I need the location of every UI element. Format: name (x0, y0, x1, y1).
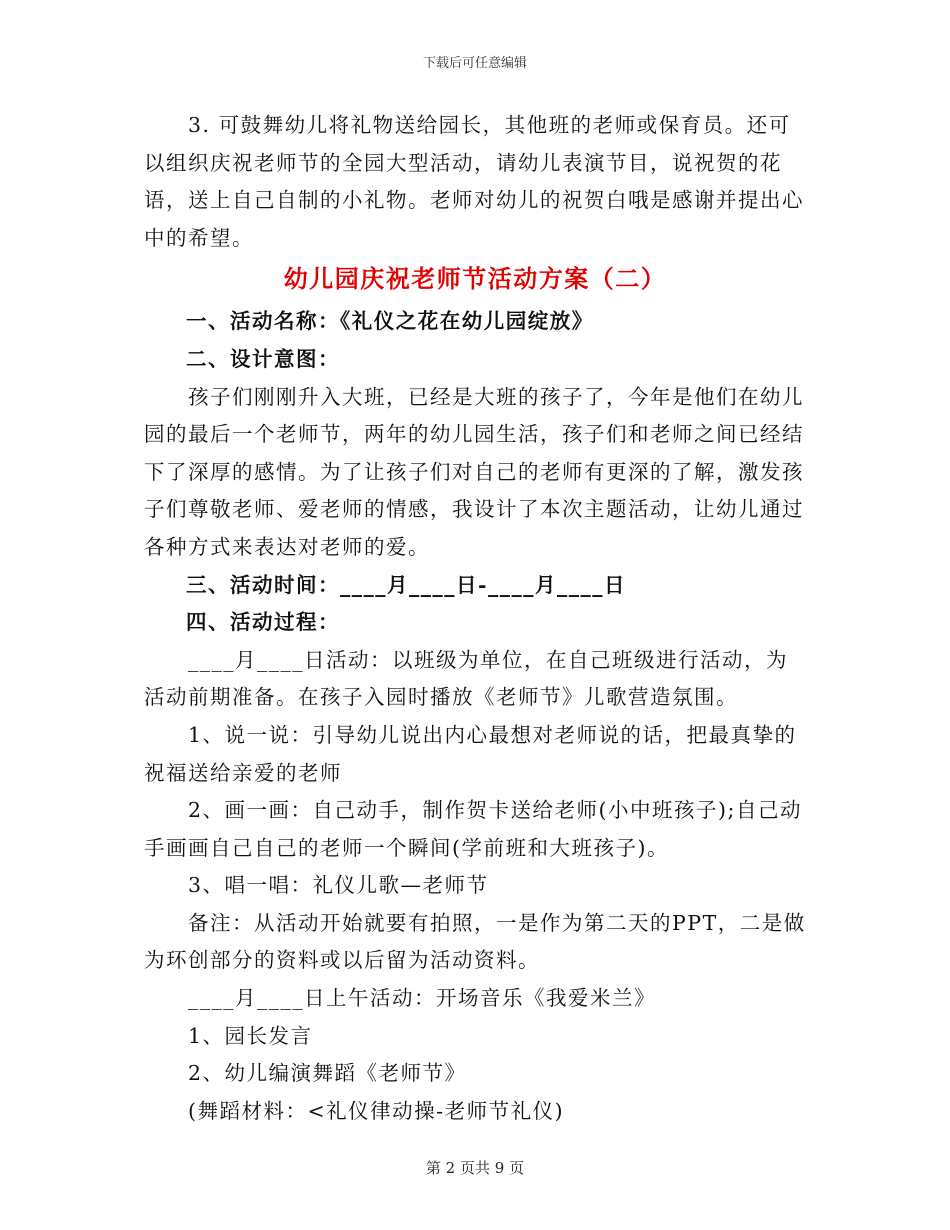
paragraph-step3: 3、唱一唱：礼仪儿歌—老师节 (188, 873, 489, 898)
paragraph-day2: ____月____日上午活动：开场音乐《我爱米兰》 (188, 986, 656, 1011)
paragraph-material: (舞蹈材料：<礼仪律动操-老师节礼仪) (188, 1098, 565, 1123)
paragraph-step1: 1、说一说：引导幼儿说出内心最想对老师说的话，把最真挚的祝福送给亲爱的老师 (144, 722, 797, 785)
document-body (144, 107, 806, 1130)
paragraph-intro: 3. 可鼓舞幼儿将礼物送给园长，其他班的老师或保育员。还可以组织庆祝老师节的全园大型活动，请幼儿表演节目，说祝贺的花语，送上自己自制的小礼物。老师对幼儿的祝贺白哦是感谢并提出心中的希望。 (144, 113, 804, 250)
heading-activity-time: 三、活动时间：____月____日-____月____日 (186, 572, 627, 597)
page-header: 下载后可任意编辑 (422, 56, 527, 71)
section-title: 幼儿园庆祝老师节活动方案（二） (283, 264, 667, 294)
paragraph-day1: ____月____日活动：以班级为单位，在自己班级进行活动，为活动前期准备。在孩子入园时播放《老师节》儿歌营造氛围。 (144, 647, 788, 710)
list-item-1: 1、园长发言 (188, 1023, 313, 1048)
heading-design-intent: 二、设计意图： (186, 346, 340, 371)
heading-activity-name: 一、活动名称：《礼仪之花在幼儿园绽放》 (186, 309, 594, 334)
page-footer: 第 2 页共 9 页 (425, 1159, 525, 1177)
paragraph-note: 备注：从活动开始就要有拍照，一是作为第二天的PPT，二是做为环创部分的资料或以后留为活动资料。 (144, 910, 806, 973)
heading-activity-process: 四、活动过程： (186, 610, 340, 635)
paragraph-design: 孩子们刚刚升入大班，已经是大班的孩子了，今年是他们在幼儿园的最后一个老师节，两年的幼儿园生活，孩子们和老师之间已经结下了深厚的感情。为了让孩子们对自己的老师有更深的了解，激发孩子们尊敬老师、爱老师的情感，我设计了本次主题活动，让幼儿通过各种方式来表达对老师的爱。 (144, 384, 804, 559)
paragraph-step2: 2、画一画：自己动手，制作贺卡送给老师(小中班孩子);自己动手画画自己自己的老师一个瞬间(学前班和大班孩子)。 (144, 798, 802, 860)
list-item-2: 2、幼儿编演舞蹈《老师节》 (188, 1061, 467, 1086)
